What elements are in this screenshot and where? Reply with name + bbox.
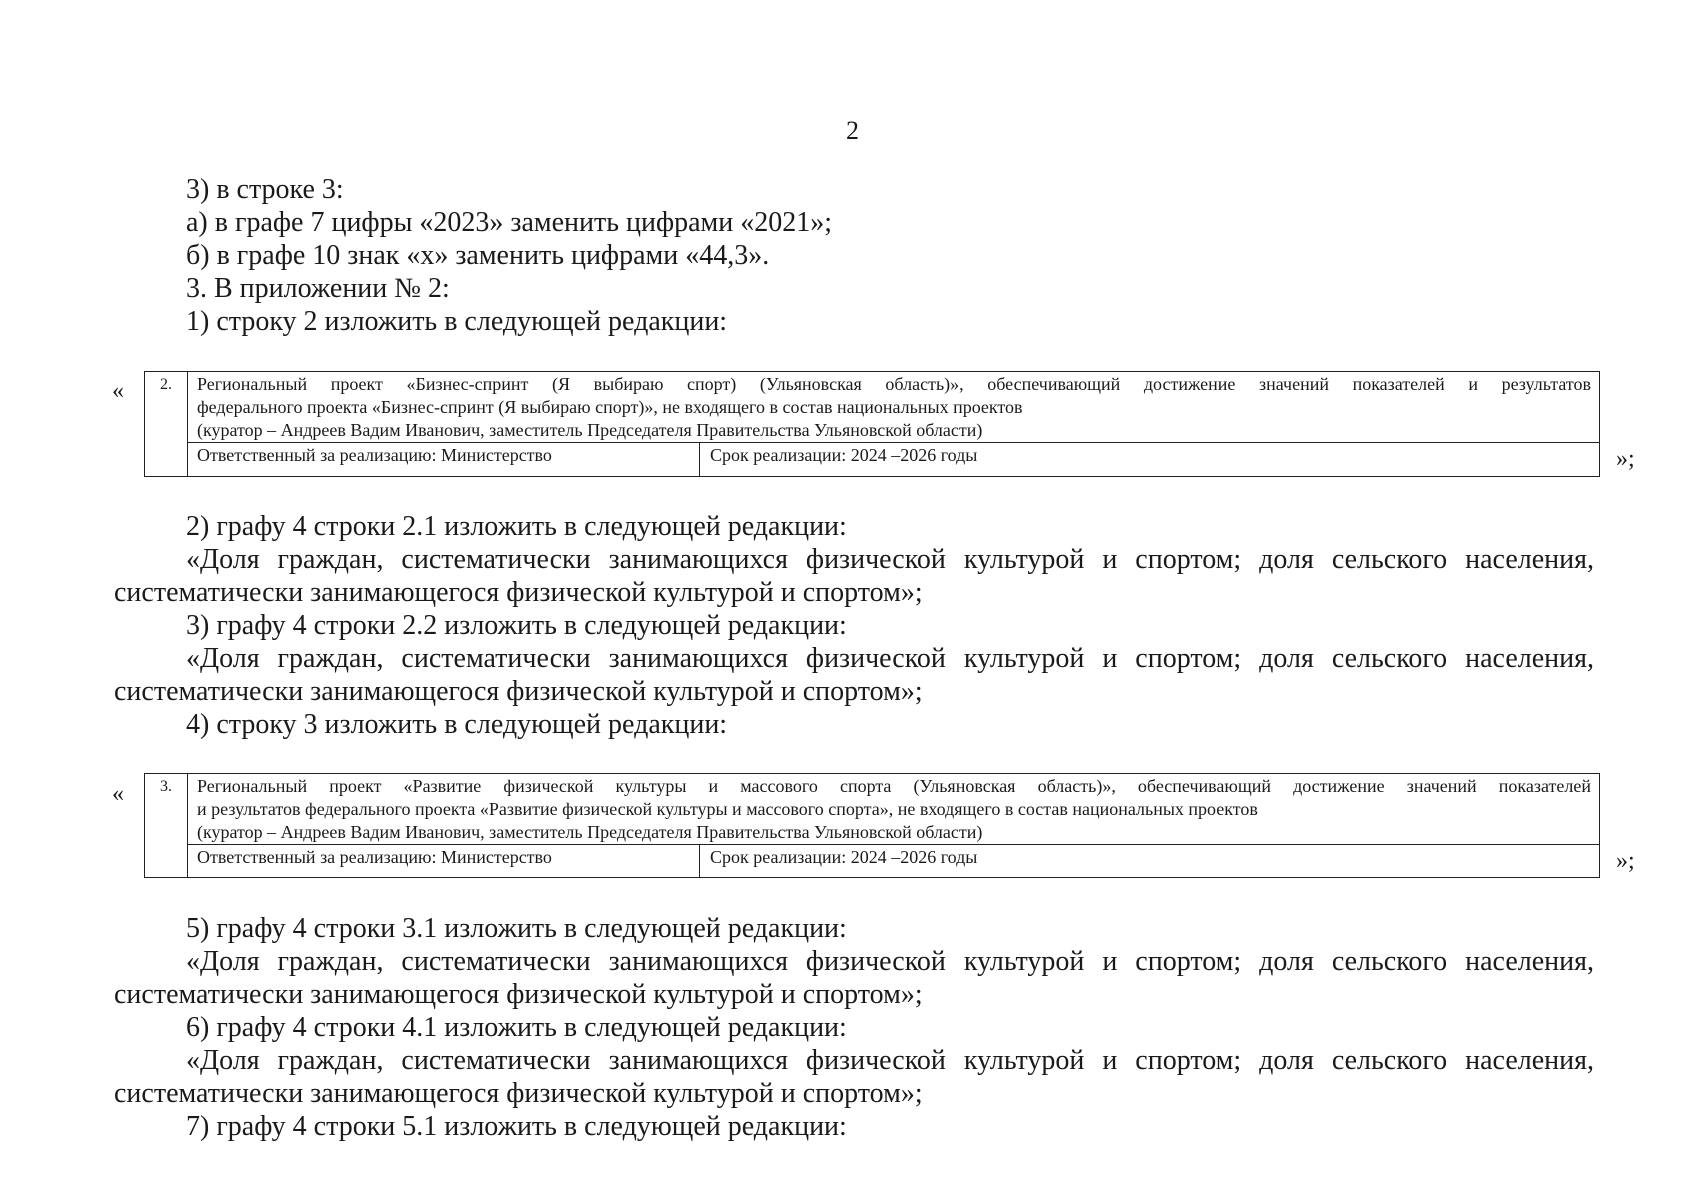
paragraph-line: 3. В приложении № 2: — [186, 273, 450, 304]
paragraph-line: 4) строку 3 изложить в следующей редакции: — [186, 709, 728, 740]
description-line: (куратор – Андреев Вадим Иванович, заместитель Председателя Правительства Ульяновской области) — [197, 420, 983, 440]
paragraph-line: 3) графу 4 строки 2.2 изложить в следующей редакции: — [186, 610, 847, 641]
paragraph-line: систематически занимающегося физической культурой и спортом»; — [114, 1078, 923, 1109]
row-number: 3. — [145, 774, 188, 877]
responsible-cell: Ответственный за реализацию: Министерство — [187, 845, 700, 878]
project-description — [187, 372, 1599, 442]
close-quote: »; — [1616, 446, 1635, 472]
description-line: и результатов федерального проекта «Развитие физической культуры и массового спорта», не входящего в состав национальных проектов — [197, 799, 1258, 819]
paragraph-line: «Доля граждан, систематически занимающихся физической культурой и спортом; доля сельского населения, — [186, 1045, 1594, 1076]
paragraph-line: 7) графу 4 строки 5.1 изложить в следующей редакции: — [186, 1111, 847, 1142]
paragraph-line: б) в графе 10 знак «х» заменить цифрами «44,3». — [186, 240, 770, 271]
project-description — [187, 774, 1599, 844]
project-table-row-2 — [144, 371, 1600, 477]
row-number: 2. — [145, 372, 188, 476]
paragraph-line: «Доля граждан, систематически занимающихся физической культурой и спортом; доля сельского населения, — [186, 643, 1594, 674]
paragraph-line: а) в графе 7 цифры «2023» заменить цифрами «2021»; — [186, 207, 833, 238]
paragraph-line: систематически занимающегося физической культурой и спортом»; — [114, 979, 923, 1010]
paragraph-line: 2) графу 4 строки 2.1 изложить в следующей редакции: — [186, 511, 847, 542]
description-line: Региональный проект «Развитие физической культуры и массового спорта (Ульяновская область)», обеспечивающий достижение значений показателей — [197, 776, 1591, 796]
paragraph-line: систематически занимающегося физической культурой и спортом»; — [114, 676, 923, 707]
paragraph-line: 1) строку 2 изложить в следующей редакции: — [186, 306, 728, 337]
term-cell: Срок реализации: 2024 –2026 годы — [710, 445, 978, 465]
page-number: 2 — [846, 116, 859, 145]
term-cell: Срок реализации: 2024 –2026 годы — [710, 847, 978, 867]
project-table-row-3 — [144, 773, 1600, 878]
paragraph-line: «Доля граждан, систематически занимающихся физической культурой и спортом; доля сельского населения, — [186, 946, 1594, 977]
open-quote: « — [112, 378, 124, 404]
paragraph-line: 6) графу 4 строки 4.1 изложить в следующей редакции: — [186, 1012, 847, 1043]
close-quote: »; — [1616, 848, 1635, 874]
paragraph-line: систематически занимающегося физической культурой и спортом»; — [114, 577, 923, 608]
description-line: Региональный проект «Бизнес-спринт (Я выбираю спорт) (Ульяновская область)», обеспечивающий достижение значений показателей и результатов — [197, 374, 1591, 394]
paragraph-line: «Доля граждан, систематически занимающихся физической культурой и спортом; доля сельского населения, — [186, 544, 1594, 575]
description-line: (куратор – Андреев Вадим Иванович, заместитель Председателя Правительства Ульяновской области) — [197, 822, 983, 842]
responsible-cell: Ответственный за реализацию: Министерство — [187, 443, 700, 476]
description-line: федерального проекта «Бизнес-спринт (Я выбираю спорт)», не входящего в состав национальных проектов — [197, 397, 1023, 417]
paragraph-line: 5) графу 4 строки 3.1 изложить в следующей редакции: — [186, 913, 847, 944]
open-quote: « — [112, 781, 124, 807]
paragraph-line: 3) в строке 3: — [186, 174, 344, 205]
